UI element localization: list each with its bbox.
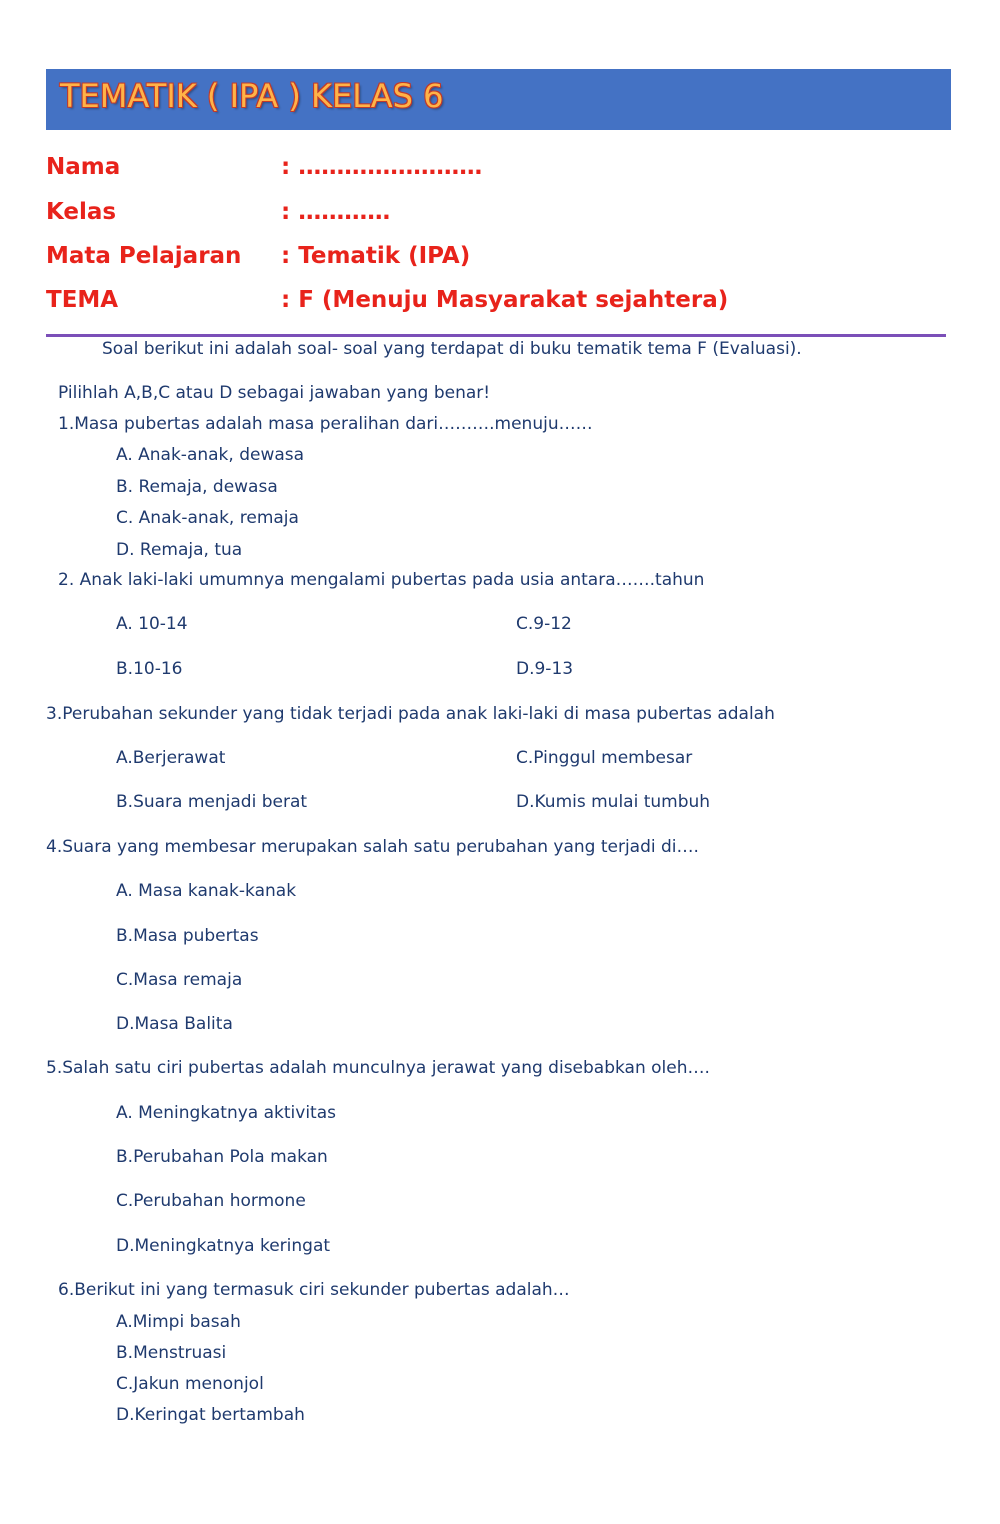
instruction-text: Pilihlah A,B,C atau D sebagai jawaban yang benar! bbox=[58, 383, 491, 403]
q1-option-a: A. Anak-anak, dewasa bbox=[116, 445, 305, 465]
q1-option-d: D. Remaja, tua bbox=[116, 540, 243, 560]
question-4: 4.Suara yang membesar merupakan salah satu perubahan yang terjadi di…. bbox=[46, 837, 699, 857]
question-2: 2. Anak laki-laki umumnya mengalami pubertas pada usia antara…….tahun bbox=[58, 570, 705, 590]
divider bbox=[46, 334, 946, 337]
q6-option-c: C.Jakun menonjol bbox=[116, 1374, 264, 1394]
q3-option-b: B.Suara menjadi berat bbox=[116, 792, 308, 812]
info-label: Nama bbox=[46, 154, 121, 180]
info-value: : Tematik (IPA) bbox=[281, 243, 471, 269]
q6-option-a: A.Mimpi basah bbox=[116, 1312, 241, 1332]
q4-option-d: D.Masa Balita bbox=[116, 1014, 233, 1034]
info-label: Kelas bbox=[46, 199, 117, 225]
q3-option-a: A.Berjerawat bbox=[116, 748, 226, 768]
q4-option-b: B.Masa pubertas bbox=[116, 926, 259, 946]
q5-option-b: B.Perubahan Pola makan bbox=[116, 1147, 328, 1167]
q5-option-c: C.Perubahan hormone bbox=[116, 1191, 306, 1211]
question-5: 5.Salah satu ciri pubertas adalah munculnya jerawat yang disebabkan oleh…. bbox=[46, 1058, 710, 1078]
info-label: TEMA bbox=[46, 287, 119, 313]
question-3: 3.Perubahan sekunder yang tidak terjadi pada anak laki-laki di masa pubertas adalah bbox=[46, 704, 775, 724]
q5-option-d: D.Meningkatnya keringat bbox=[116, 1236, 331, 1256]
q2-option-c: C.9-12 bbox=[516, 614, 572, 634]
q2-option-d: D.9-13 bbox=[516, 659, 574, 679]
page-title: TEMATIK ( IPA ) KELAS 6 bbox=[60, 77, 444, 115]
q3-option-d: D.Kumis mulai tumbuh bbox=[516, 792, 711, 812]
info-label: Mata Pelajaran bbox=[46, 243, 242, 269]
q6-option-b: B.Menstruasi bbox=[116, 1343, 227, 1363]
q3-option-c: C.Pinggul membesar bbox=[516, 748, 693, 768]
q6-option-d: D.Keringat bertambah bbox=[116, 1405, 305, 1425]
info-value: : F (Menuju Masyarakat sejahtera) bbox=[281, 287, 729, 313]
q2-option-b: B.10-16 bbox=[116, 659, 183, 679]
question-1: 1.Masa pubertas adalah masa peralihan dari……….menuju…… bbox=[58, 414, 593, 434]
question-6: 6.Berikut ini yang termasuk ciri sekunder pubertas adalah… bbox=[58, 1280, 570, 1300]
title-banner bbox=[46, 69, 951, 130]
intro-text: Soal berikut ini adalah soal- soal yang terdapat di buku tematik tema F (Evaluasi). bbox=[102, 339, 802, 359]
info-value: : …………………… bbox=[281, 154, 483, 180]
q4-option-c: C.Masa remaja bbox=[116, 970, 243, 990]
info-value: : ………… bbox=[281, 199, 391, 225]
q4-option-a: A. Masa kanak-kanak bbox=[116, 881, 297, 901]
q1-option-b: B. Remaja, dewasa bbox=[116, 477, 278, 497]
q1-option-c: C. Anak-anak, remaja bbox=[116, 508, 299, 528]
q2-option-a: A. 10-14 bbox=[116, 614, 188, 634]
q5-option-a: A. Meningkatnya aktivitas bbox=[116, 1103, 336, 1123]
